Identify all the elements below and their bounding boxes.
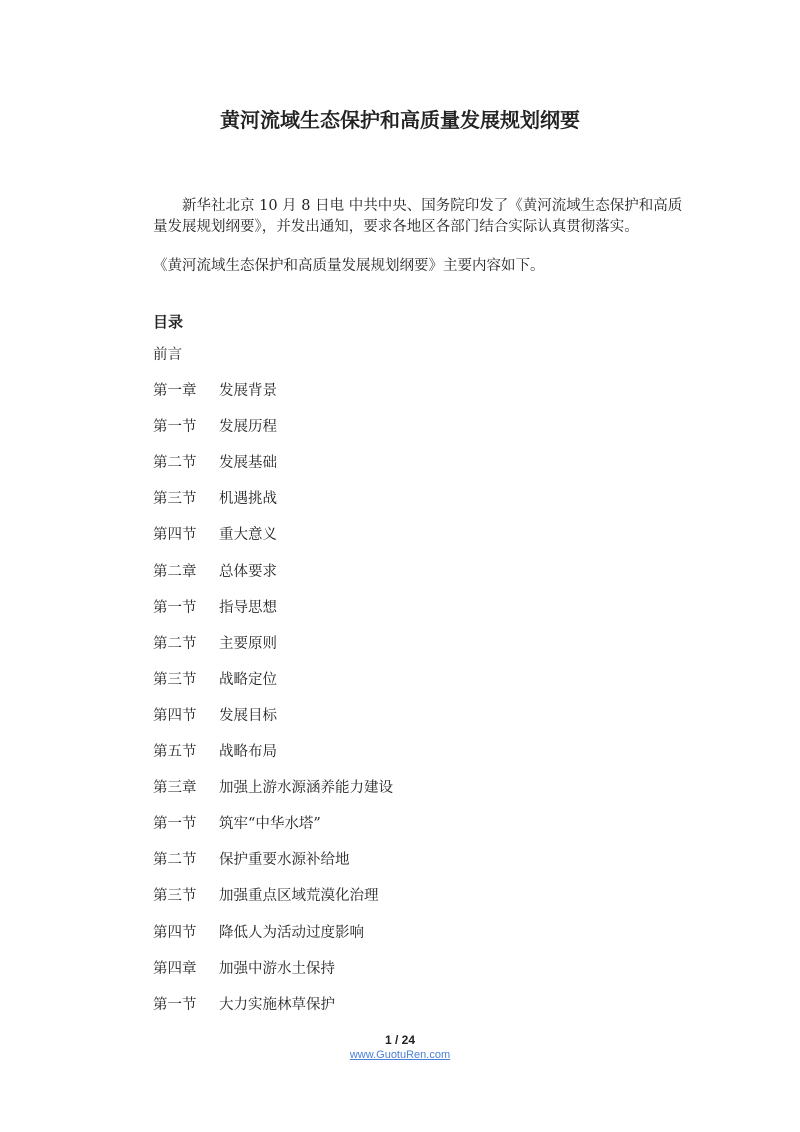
toc-item-number: 第二章 <box>153 563 197 580</box>
toc-item[interactable] <box>153 778 393 814</box>
toc-item[interactable] <box>153 453 393 489</box>
toc-item[interactable] <box>153 850 393 886</box>
toc-item-number: 第四章 <box>153 960 197 977</box>
toc-item[interactable] <box>153 706 393 742</box>
toc-item-title: 发展历程 <box>219 419 277 436</box>
toc-item-title: 重大意义 <box>219 527 277 544</box>
toc-item-number: 第三章 <box>153 780 197 797</box>
toc-item-title: 发展目标 <box>219 707 277 724</box>
toc-item[interactable] <box>153 670 393 706</box>
toc-item-title: 加强中游水土保持 <box>219 960 335 977</box>
toc-item-number: 第二节 <box>153 455 197 472</box>
toc-item-title: 指导思想 <box>219 599 277 616</box>
toc-item[interactable] <box>153 814 393 850</box>
document-title: 黄河流域生态保护和高质量发展规划纲要 <box>220 108 580 132</box>
toc-item[interactable] <box>153 525 393 561</box>
toc-item[interactable] <box>153 742 393 778</box>
toc-item[interactable] <box>153 381 393 417</box>
toc-item-number: 第一节 <box>153 419 197 436</box>
toc-item-number: 第一节 <box>153 816 197 833</box>
toc-item[interactable] <box>153 959 393 995</box>
toc-item[interactable] <box>153 598 393 634</box>
toc-item-title: 保护重要水源补给地 <box>219 852 350 869</box>
toc-item-number: 前言 <box>153 347 182 363</box>
toc-item[interactable] <box>153 489 393 525</box>
toc-item[interactable] <box>153 923 393 959</box>
toc-item-title: 发展背景 <box>219 383 277 400</box>
toc-item-number: 第三节 <box>153 491 197 508</box>
toc-item[interactable] <box>153 886 393 922</box>
toc-item-number: 第二节 <box>153 635 197 652</box>
toc-item-title: 战略布局 <box>219 744 277 761</box>
page-number: 1 / 24 <box>384 1033 416 1047</box>
toc-item-number: 第三节 <box>153 888 197 905</box>
toc-item-number: 第三节 <box>153 671 197 688</box>
toc-item-number: 第一章 <box>153 383 197 400</box>
toc-item-title: 加强重点区域荒漠化治理 <box>219 888 379 905</box>
page-footer <box>0 1033 800 1061</box>
footer-link[interactable]: www.GuotuRen.com <box>349 1049 451 1061</box>
toc-item-title: 发展基础 <box>219 455 277 472</box>
toc-item-title: 总体要求 <box>219 563 277 580</box>
toc-item[interactable] <box>153 562 393 598</box>
toc-item-number: 第四节 <box>153 527 197 544</box>
toc-item-number: 第四节 <box>153 707 197 724</box>
summary-paragraph: 《黄河流域生态保护和高质量发展规划纲要》主要内容如下。 <box>153 258 545 274</box>
toc-item-title: 战略定位 <box>219 671 277 688</box>
intro-paragraph <box>153 196 693 238</box>
toc-item-title: 筑牢“中华水塔” <box>219 816 321 833</box>
intro-text: 新华社北京 10 月 8 日电 中共中央、国务院印发了《黄河流域生态保护和高质量发展规划纲要》，并发出通知，要求各地区各部门结合实际认真贯彻落实。 <box>153 198 683 235</box>
toc-item[interactable] <box>153 995 393 1031</box>
toc-heading: 目录 <box>153 313 184 331</box>
toc-item-number: 第五节 <box>153 744 197 761</box>
toc-item-title: 降低人为活动过度影响 <box>219 924 364 941</box>
toc-item-title: 大力实施林草保护 <box>219 996 335 1013</box>
toc-item-number: 第一节 <box>153 996 197 1013</box>
table-of-contents <box>153 345 393 1031</box>
toc-item-number: 第二节 <box>153 852 197 869</box>
toc-item-title: 主要原则 <box>219 635 277 652</box>
toc-item-title: 加强上游水源涵养能力建设 <box>219 780 393 797</box>
toc-item[interactable] <box>153 417 393 453</box>
toc-item-title: 机遇挑战 <box>219 491 277 508</box>
toc-item[interactable] <box>153 634 393 670</box>
toc-item[interactable] <box>153 345 393 381</box>
toc-item-number: 第四节 <box>153 924 197 941</box>
toc-item-number: 第一节 <box>153 599 197 616</box>
